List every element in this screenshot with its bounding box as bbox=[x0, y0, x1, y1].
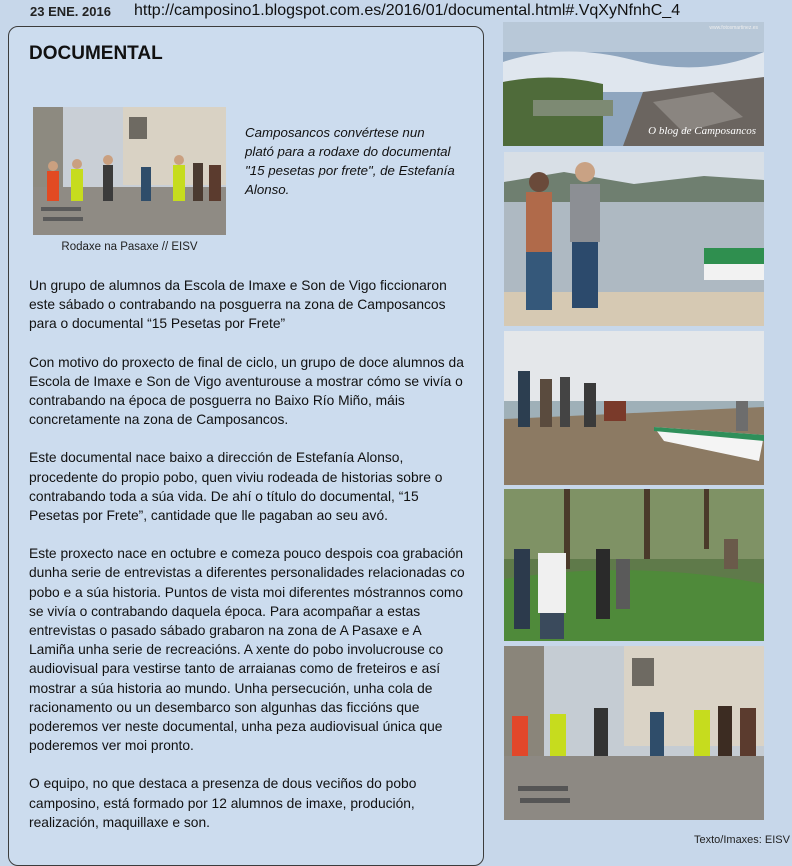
article-body bbox=[29, 276, 469, 851]
post-date: 23 ENE. 2016 bbox=[30, 4, 111, 19]
article-card bbox=[8, 26, 484, 866]
top-bar bbox=[0, 0, 792, 24]
article-paragraph: Un grupo de alumnos da Escola de Imaxe e Son de Vigo ficcionaron este sábado o contrabando na posguerra na zona de Camposancos para o documental “15 Pesetas por Frete” bbox=[29, 278, 447, 332]
filming-street-photo[interactable] bbox=[504, 646, 764, 820]
page-url[interactable]: http://camposino1.blogspot.com.es/2016/01/documental.html#.VqXyNfnhC_4 bbox=[134, 2, 681, 19]
banner-watermark: www.fotosmartinez.es bbox=[709, 25, 758, 31]
article-paragraph: O equipo, no que destaca a presenza de dous veciños do pobo camposino, está formado por 12 alumnos de imaxe, produción, realización, maquillaxe e son. bbox=[29, 776, 417, 830]
filming-photo[interactable] bbox=[33, 107, 226, 235]
filming-beach-photo[interactable] bbox=[504, 331, 764, 485]
article-lead: Camposancos convértese nun plató para a rodaxe do documental "15 pesetas por frete", de Estefanía Alonso. bbox=[245, 125, 455, 197]
article-paragraph: Este documental nace baixo a dirección de Estefanía Alonso, procedente do propio pobo, quen viviu rodeada de historias sobre o contrabando toda a súa vida. De ahí o título do documental, “15 Pesetas por Frete”, cantidade que lle pagaban ao seu avó. bbox=[29, 450, 443, 524]
filming-forest-photo[interactable] bbox=[504, 489, 764, 641]
portrait-beach-photo[interactable] bbox=[504, 152, 764, 326]
blog-banner-image[interactable] bbox=[503, 22, 764, 146]
article-paragraph: Este proxecto nace en octubre e comeza pouco despois coa grabación dunha serie de entrevistas a diferentes personalidades relacionadas co pobo e a súa historia. Puntos de vista moi diferentes móstrannos como se vivía o contrabando daquela época. Para acompañar a estas entrevistas o pasado sábado grabaron na zona de A Pasaxe e A Lamiña unha serie de recreacións. A xente do pobo involucrouse co audiovisual para vestirse tanto de arraianas como de freteiros e así mostrar a súa historia ao mundo. Unha persecución, unha cola de racionamento ou un desembarco son algunhas das ficcións que poderemos ver neste documental, unha peza audiovisual única que poderemos ver moi pronto. bbox=[29, 546, 465, 754]
blog-title-overlay: O blog de Camposancos bbox=[648, 125, 756, 137]
article-paragraph: Con motivo do proxecto de final de ciclo, un grupo de doce alumnos da Escola de Imaxe e Son de Vigo aventurouse a mostrar cómo se vivía o contrabando na época de posguerra no Baixo Río Miño, máis concretamente na zona de Camposancos. bbox=[29, 354, 464, 428]
article-title: DOCUMENTAL bbox=[29, 43, 163, 64]
image-credit: Texto/Imaxes: EISV bbox=[694, 834, 790, 846]
photo-caption: Rodaxe na Pasaxe // EISV bbox=[61, 241, 198, 253]
